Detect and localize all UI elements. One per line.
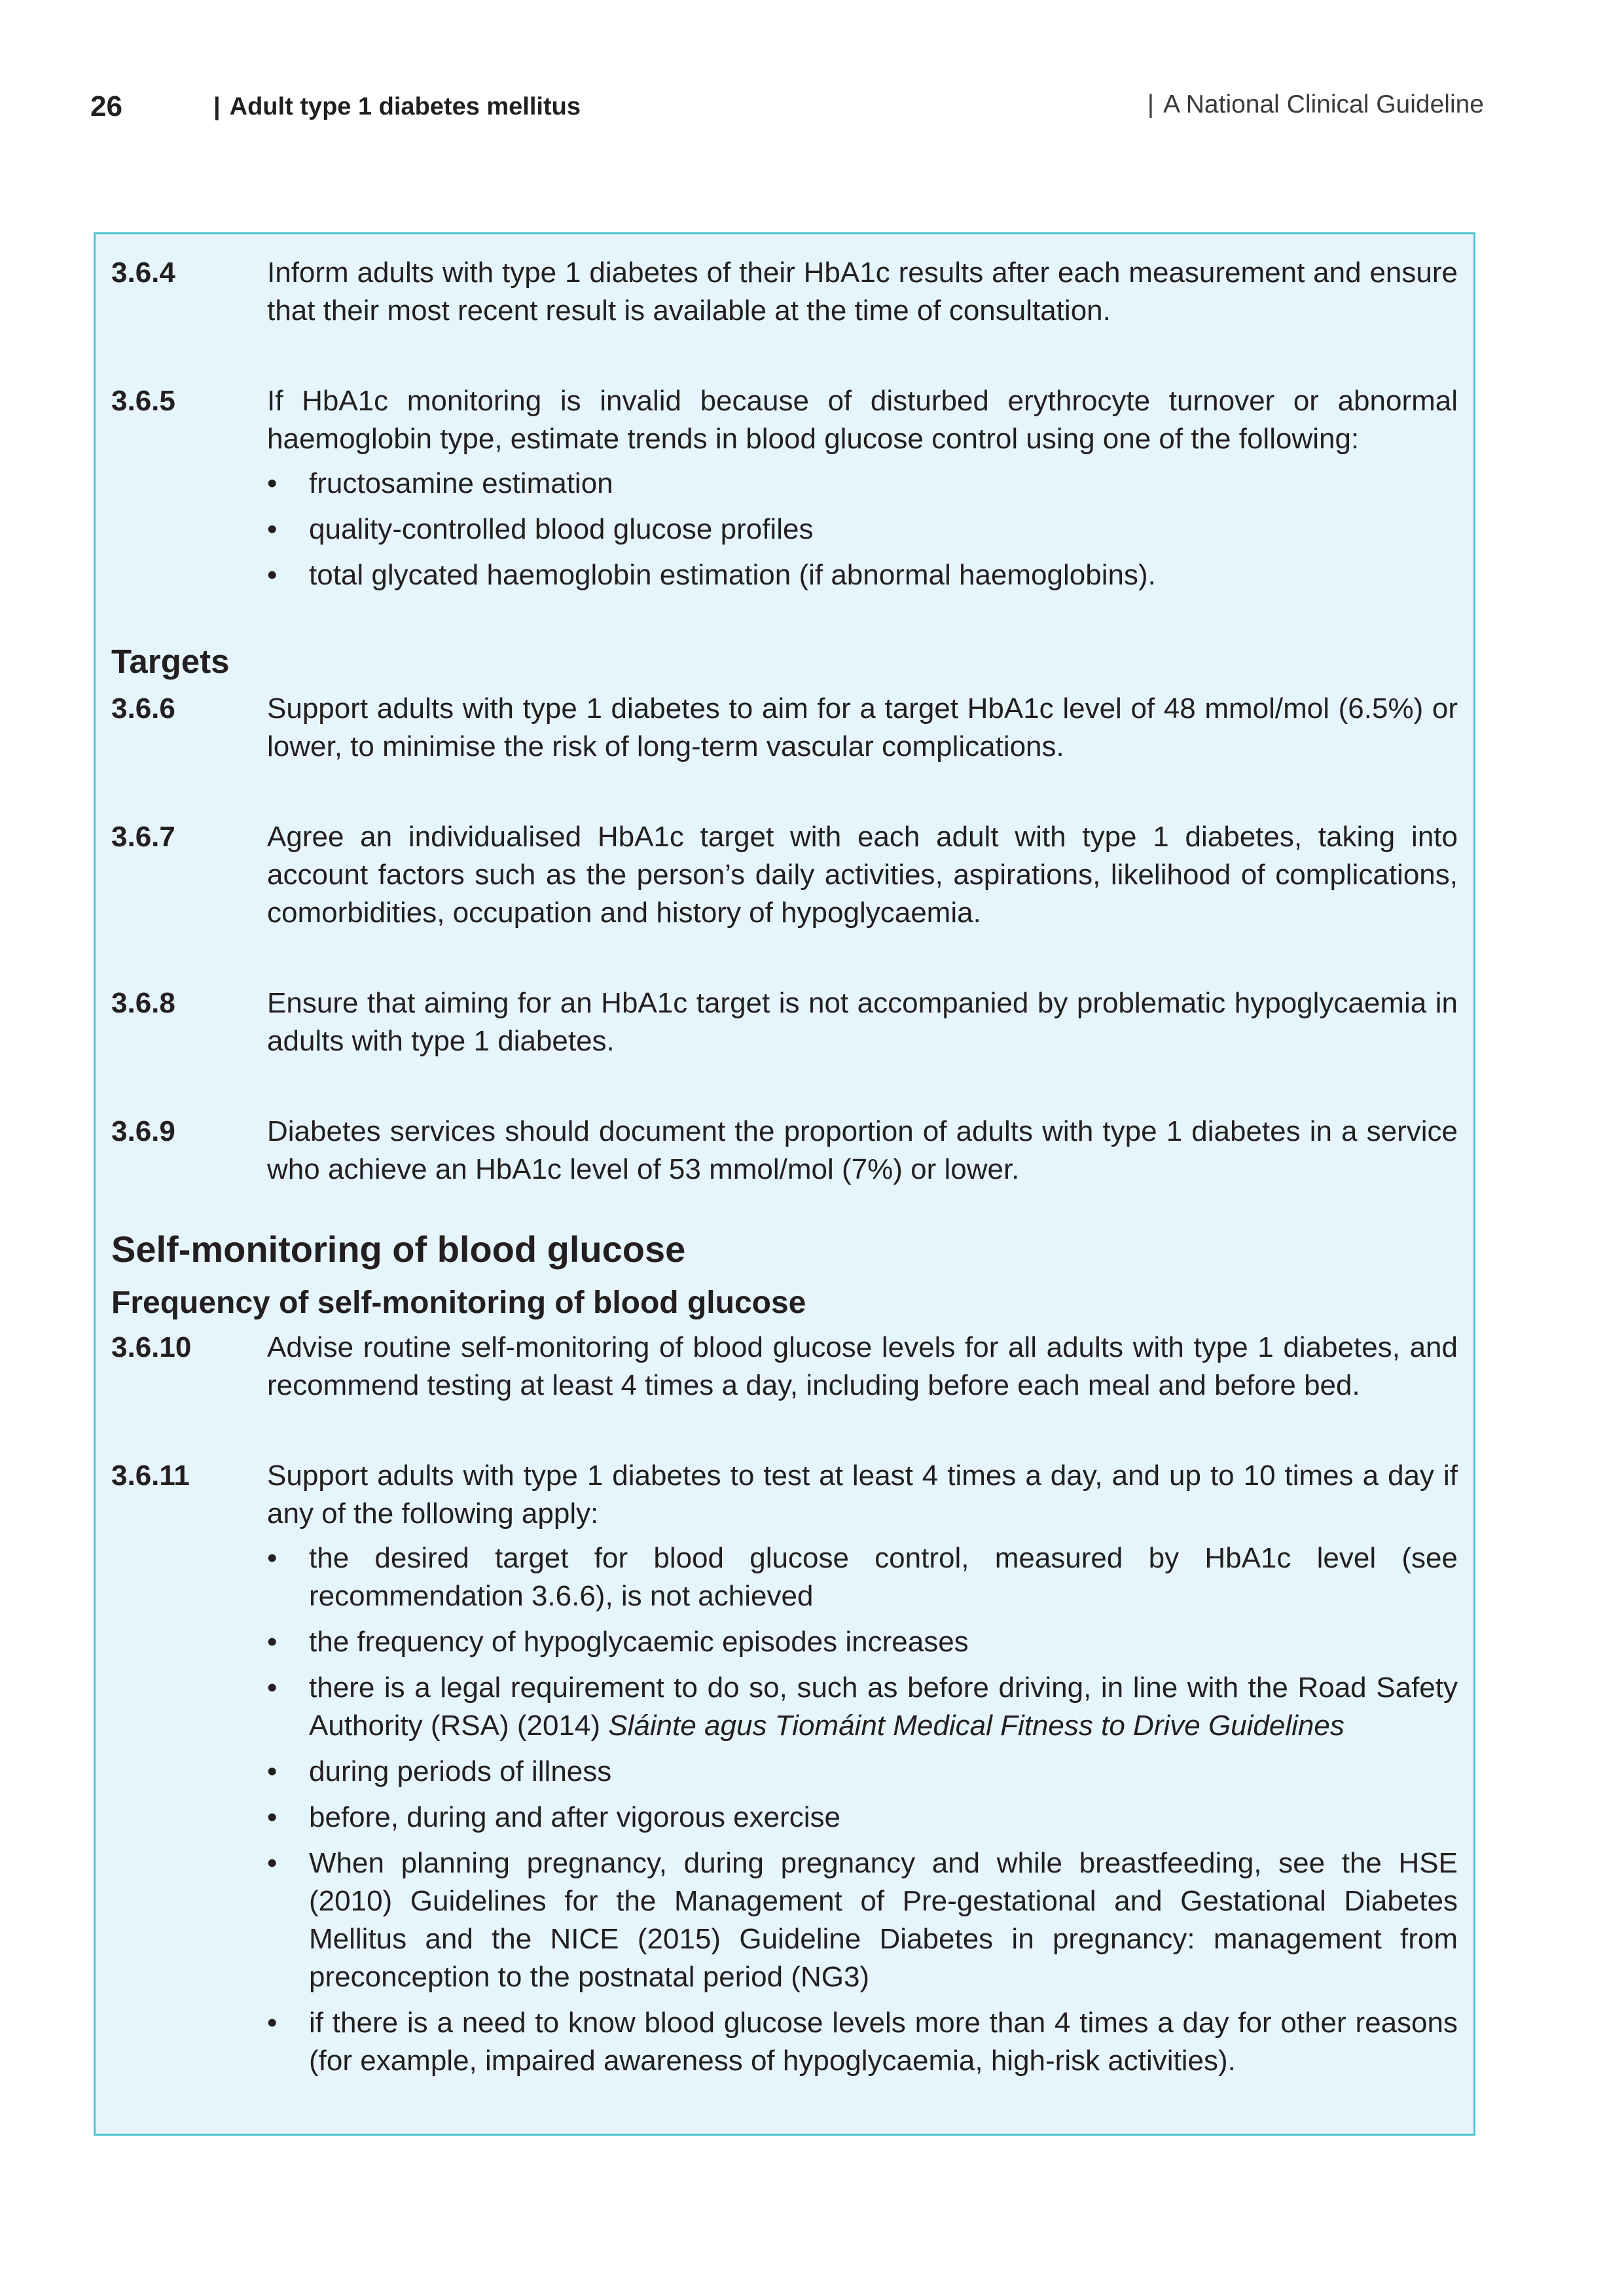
list-item <box>267 1669 1458 1745</box>
recommendation-text: Inform adults with type 1 diabetes of their HbA1c results after each measurement and ensure that their most recent result is available at the time of consultation. <box>267 257 1458 327</box>
list-item-text: during periods of illness <box>309 1755 612 1787</box>
bullet: • <box>267 467 278 499</box>
list-item-text: fructosamine estimation <box>309 467 613 499</box>
list-item <box>267 1623 1458 1661</box>
page-number: 26 <box>90 90 122 122</box>
list-item-text: the desired target for blood glucose control, measured by HbA1c level (see recommendation 3.6.6), is not achieved <box>309 1542 1458 1612</box>
title-separator: | <box>213 93 221 120</box>
recommendation-3-6-4 <box>111 254 1458 330</box>
list-item <box>267 511 1458 548</box>
bullet: • <box>267 1847 278 1879</box>
recommendation-text: Support adults with type 1 diabetes to test at least 4 times a day, and up to 10 times a day if any of the following apply: <box>267 1460 1458 1530</box>
recommendation-3-6-8 <box>111 984 1458 1060</box>
list-item <box>267 2004 1458 2080</box>
list-item-text: the frequency of hypoglycaemic episodes increases <box>309 1626 969 1658</box>
series-label: A National Clinical Guideline <box>1163 90 1484 118</box>
bullet: • <box>267 1801 278 1833</box>
recommendation-text: Ensure that aiming for an HbA1c target is not accompanied by problematic hypoglycaemia in adults with type 1 diabetes. <box>267 987 1458 1057</box>
list-item <box>267 556 1458 594</box>
recommendation-3-6-11 <box>111 1457 1458 2088</box>
recommendation-3-6-6 <box>111 690 1458 766</box>
bullet: • <box>267 1626 278 1658</box>
list-item-text: if there is a need to know blood glucose levels more than 4 times a day for other reasons (for example, impaired awareness of hypoglycaemia, high-risk activities). <box>309 2007 1458 2077</box>
recommendation-number: 3.6.11 <box>111 1460 190 1492</box>
bullet: • <box>267 1542 278 1574</box>
recommendation-text: Support adults with type 1 diabetes to aim for a target HbA1c level of 48 mmol/mol (6.5%) or lower, to minimise the risk of long-term vascular complications. <box>267 692 1458 762</box>
recommendation-3-6-10 <box>111 1329 1458 1405</box>
targets-heading: Targets <box>111 643 230 680</box>
recommendation-number: 3.6.10 <box>111 1331 192 1363</box>
frequency-heading: Frequency of self-monitoring of blood glucose <box>111 1285 806 1320</box>
bullet-list <box>267 465 1458 594</box>
list-item <box>267 1539 1458 1615</box>
list-item-text: there is a legal requirement to do so, such as before driving, in line with the Road Safety Authority (RSA) (2014) <box>309 1672 1458 1742</box>
recommendation-text: Diabetes services should document the proportion of adults with type 1 diabetes in a service who achieve an HbA1c level of 53 mmol/mol (7%) or lower. <box>267 1115 1458 1185</box>
list-item-text: When planning pregnancy, during pregnancy and while breastfeeding, see the HSE (2010) Guidelines for the Management of Pre-gestational and Gestational Diabetes Mellitus and the NICE (2015) Guideline Diabetes in pregnancy: management from preconception to the postnatal period (NG3) <box>309 1847 1458 1993</box>
bullet-list <box>267 1539 1458 2080</box>
bullet: • <box>267 559 278 591</box>
recommendations-box <box>94 232 1475 2136</box>
label-separator: | <box>1147 90 1155 118</box>
recommendation-text: If HbA1c monitoring is invalid because of disturbed erythrocyte turnover or abnormal haemoglobin type, estimate trends in blood glucose control using one of the following: <box>267 385 1458 455</box>
recommendation-number: 3.6.9 <box>111 1115 175 1147</box>
document-title: Adult type 1 diabetes mellitus <box>229 93 581 120</box>
guideline-label <box>1147 90 1484 119</box>
bullet: • <box>267 1672 278 1704</box>
recommendation-number: 3.6.8 <box>111 987 175 1019</box>
recommendation-3-6-5 <box>111 382 1458 602</box>
list-item <box>267 1753 1458 1791</box>
list-item-text: total glycated haemoglobin estimation (if abnormal haemoglobins). <box>309 559 1156 591</box>
recommendation-text: Agree an individualised HbA1c target with each adult with type 1 diabetes, taking into account factors such as the person’s daily activities, aspirations, likelihood of complications, comorbidities, occupation and history of hypoglycaemia. <box>267 821 1458 929</box>
recommendation-text: Advise routine self-monitoring of blood glucose levels for all adults with type 1 diabetes, and recommend testing at least 4 times a day, including before each meal and before bed. <box>267 1331 1458 1401</box>
recommendation-number: 3.6.6 <box>111 692 175 725</box>
bullet: • <box>267 513 278 545</box>
list-item <box>267 465 1458 503</box>
recommendation-3-6-7 <box>111 818 1458 932</box>
list-item-text: quality-controlled blood glucose profiles <box>309 513 814 545</box>
recommendation-number: 3.6.5 <box>111 385 175 417</box>
recommendation-number: 3.6.7 <box>111 821 175 853</box>
bullet: • <box>267 1755 278 1787</box>
list-item-text: before, during and after vigorous exercise <box>309 1801 841 1833</box>
list-item <box>267 1844 1458 1996</box>
list-item <box>267 1799 1458 1837</box>
recommendation-3-6-9 <box>111 1113 1458 1189</box>
self-monitoring-heading: Self-monitoring of blood glucose <box>111 1229 686 1270</box>
recommendation-number: 3.6.4 <box>111 257 175 289</box>
recommendations-content <box>111 254 1458 2088</box>
running-title <box>213 93 581 121</box>
rsa-guidelines-title: Sláinte agus Tiomáint Medical Fitness to Drive Guidelines <box>608 1710 1344 1742</box>
bullet: • <box>267 2007 278 2039</box>
